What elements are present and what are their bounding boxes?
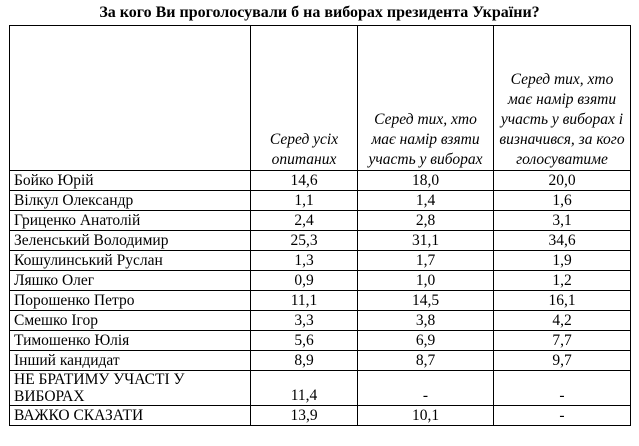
value-intending-voters: - [358,371,494,406]
candidate-name: Інший кандидат [10,351,251,371]
value-intending-voters: 1,4 [358,191,494,211]
table-row [10,211,631,231]
table-row [10,171,631,191]
candidate-name: Тимошенко Юлія [10,331,251,351]
value-decided-voters: 1,2 [494,271,631,291]
candidate-name: Ляшко Олег [10,271,251,291]
candidate-name: НЕ БРАТИМУ УЧАСТІ У ВИБОРАХ [10,371,251,406]
value-intending-voters: 1,0 [358,271,494,291]
value-intending-voters: 2,8 [358,211,494,231]
table-row [10,311,631,331]
value-all-respondents: 5,6 [251,331,358,351]
table-header-row [10,26,631,171]
candidate-name: Гриценко Анатолій [10,211,251,231]
value-intending-voters: 31,1 [358,231,494,251]
page-title: За кого Ви проголосували б на виборах президента України? [99,4,540,21]
candidate-name: Порошенко Петро [10,291,251,311]
value-all-respondents: 2,4 [251,211,358,231]
value-decided-voters: 7,7 [494,331,631,351]
value-all-respondents: 11,4 [251,371,358,406]
value-all-respondents: 1,3 [251,251,358,271]
column-header-intending-voters: Серед тих, хто має намір взяти участь у виборах [358,26,494,171]
table-row [10,406,631,426]
value-all-respondents: 13,9 [251,406,358,426]
value-intending-voters: 18,0 [358,171,494,191]
value-decided-voters: 16,1 [494,291,631,311]
table-row [10,291,631,311]
value-intending-voters: 8,7 [358,351,494,371]
value-intending-voters: 14,5 [358,291,494,311]
value-all-respondents: 3,3 [251,311,358,331]
column-header-decided-voters: Серед тих, хто має намір взяти участь у виборах і визначився, за кого голосуватиме [494,26,631,171]
poll-results-table [9,25,631,426]
value-intending-voters: 6,9 [358,331,494,351]
table-row [10,271,631,291]
table-row [10,231,631,251]
value-intending-voters: 10,1 [358,406,494,426]
value-intending-voters: 1,7 [358,251,494,271]
table-row [10,331,631,351]
column-header-all-respondents: Серед усіх опитаних [251,26,358,171]
value-all-respondents: 11,1 [251,291,358,311]
candidate-name: Вілкул Олександр [10,191,251,211]
value-intending-voters: 3,8 [358,311,494,331]
candidate-name: Зеленський Володимир [10,231,251,251]
value-all-respondents: 8,9 [251,351,358,371]
column-header-candidate [10,26,251,171]
table-row [10,351,631,371]
value-decided-voters: 9,7 [494,351,631,371]
table-row [10,191,631,211]
candidate-name: Бойко Юрій [10,171,251,191]
value-all-respondents: 1,1 [251,191,358,211]
candidate-name: Кошулинський Руслан [10,251,251,271]
candidate-name: Смешко Ігор [10,311,251,331]
value-decided-voters: - [494,371,631,406]
value-decided-voters: - [494,406,631,426]
value-all-respondents: 14,6 [251,171,358,191]
table-row [10,371,631,406]
value-decided-voters: 1,6 [494,191,631,211]
value-decided-voters: 34,6 [494,231,631,251]
value-all-respondents: 0,9 [251,271,358,291]
candidate-name: ВАЖКО СКАЗАТИ [10,406,251,426]
value-all-respondents: 25,3 [251,231,358,251]
value-decided-voters: 4,2 [494,311,631,331]
value-decided-voters: 3,1 [494,211,631,231]
value-decided-voters: 20,0 [494,171,631,191]
table-row [10,251,631,271]
value-decided-voters: 1,9 [494,251,631,271]
